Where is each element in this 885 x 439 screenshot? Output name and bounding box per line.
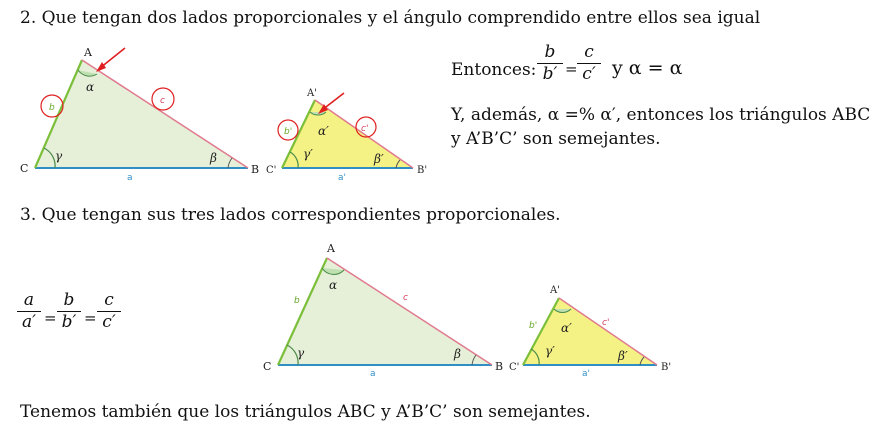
side-a-label-2: a — [370, 369, 376, 379]
side-b-label-2: b — [294, 296, 300, 306]
section2-heading: 2. Que tengan dos lados proporcionales y el ángulo comprendido entre ellos sea igual — [20, 8, 761, 28]
vertex-a-prime-2: A' — [550, 285, 560, 296]
equals-sign: = — [565, 60, 578, 78]
equals-sign-2: = — [84, 309, 97, 327]
footer-text: Tenemos también que los triángulos ABC y A’B’C’ son semejantes. — [20, 402, 591, 422]
numerator: b — [544, 42, 556, 62]
vertex-b: B — [251, 163, 260, 176]
side-c-prime-label-2: c' — [602, 318, 610, 328]
angle-alpha-prime-2: α′ — [561, 321, 572, 335]
angle-beta-prime-2: β′ — [618, 349, 628, 363]
side-a-prime-label: a' — [338, 173, 346, 183]
vertex-a-2: A — [327, 242, 335, 255]
denominator: b′ — [542, 64, 558, 84]
side-c-prime-label: c' — [361, 124, 369, 134]
section3-heading: 3. Que tengan sus tres lados correspondientes proporcionales. — [20, 205, 561, 225]
vertex-b-prime: B' — [417, 165, 428, 176]
conclusion-line-1: Y, además, α =% α′, entonces los triángulos ABC — [451, 105, 871, 125]
angle-beta-prime: β′ — [374, 152, 384, 166]
angle-gamma-2: γ — [297, 346, 305, 360]
vertex-c: C — [20, 162, 29, 175]
side-c-label: c — [160, 96, 165, 106]
vertex-a: A — [84, 46, 92, 59]
vertex-b-2: B — [495, 360, 504, 373]
vertex-c-prime-2: C' — [509, 362, 520, 373]
entonces-label: Entonces: — [451, 60, 537, 80]
triangle-small-fill-2 — [523, 298, 657, 365]
side-a-prime-label-2: a' — [582, 369, 590, 379]
angle-beta-2: β — [454, 347, 461, 361]
side-a-label: a — [127, 173, 133, 183]
angle-beta: β — [210, 151, 217, 165]
side-c-label-2: c — [403, 293, 408, 303]
numerator: c — [584, 42, 594, 62]
side-b-prime-label-2: b' — [529, 321, 538, 331]
vertex-c-prime: C' — [266, 165, 277, 176]
conclusion-line-2: y A’B’C’ son semejantes. — [451, 129, 661, 149]
angle-alpha: α — [86, 80, 95, 94]
fraction-c-over-cprime-2: c c′ — [97, 291, 121, 332]
angle-gamma-prime: γ′ — [303, 147, 313, 161]
side-b-label: b — [49, 103, 55, 113]
angle-alpha-2: α — [329, 278, 338, 292]
denominator: c′ — [582, 64, 596, 84]
angle-gamma: γ — [55, 149, 63, 163]
side-b-prime-label: b' — [284, 127, 293, 137]
angle-gamma-prime-2: γ′ — [545, 344, 555, 358]
equals-sign-1: = — [44, 309, 57, 327]
fraction-a-over-aprime: a a′ — [17, 291, 41, 332]
angle-alpha-prime: α′ — [318, 124, 329, 138]
fraction-b-over-bprime-2: b b′ — [57, 291, 81, 332]
vertex-b-prime-2: B' — [661, 362, 672, 373]
alpha-equality: y α = α — [612, 57, 683, 79]
vertex-c-2: C — [263, 360, 272, 373]
vertex-a-prime: A' — [307, 88, 317, 99]
